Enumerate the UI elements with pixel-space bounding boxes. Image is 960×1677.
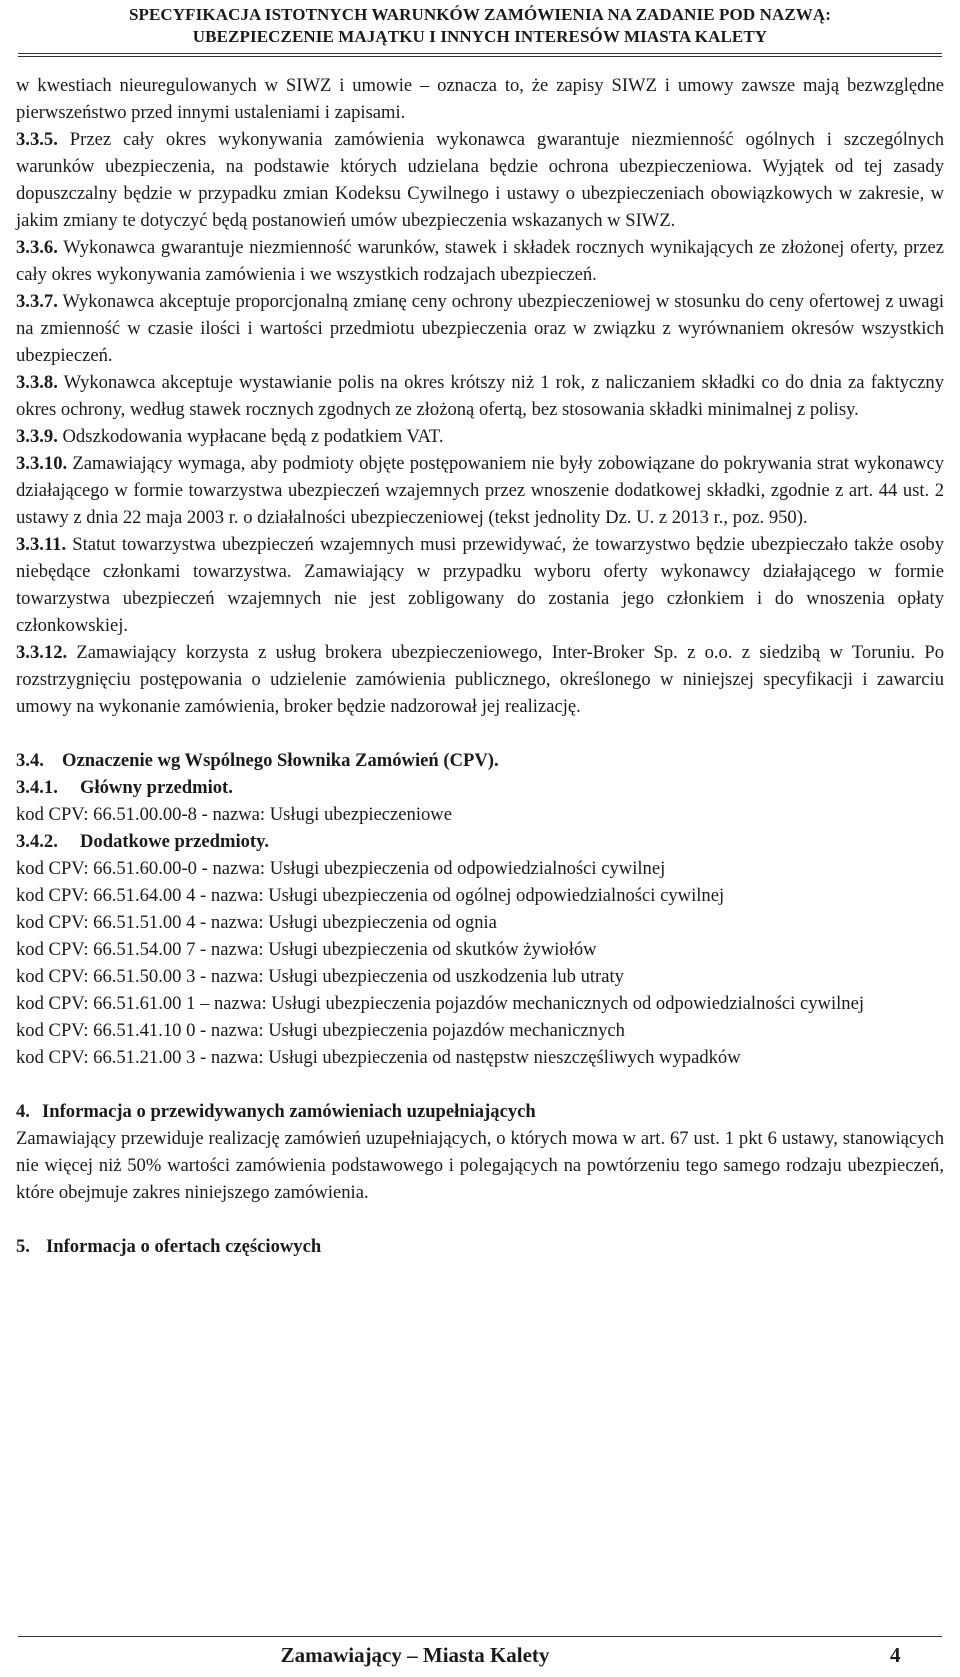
section-title: Główny przedmiot. [80,777,233,798]
clause-3-3-6 [16,234,944,288]
section-3-4-2-heading [16,828,944,855]
cpv-code-item: kod CPV: 66.51.54.00 7 - nazwa: Usługi ubezpieczenia od skutków żywiołów [16,939,597,960]
clause-text: Zamawiający wymaga, aby podmioty objęte postępowaniem nie były zobowiązane do pokrywania strat wykonawcy działającego w formie towarzystwa ubezpieczeń wzajemnych przez wnoszenie dodatkowej składki, zgodnie z art. 44 ust. 2 ustawy z dnia 22 maja 2003 r. o działalności ubezpieczeniowej (tekst jednolity Dz. U. z 2013 r., poz. 950). [16,453,944,528]
cpv-code-item: kod CPV: 66.51.60.00-0 - nazwa: Usługi ubezpieczenia od odpowiedzialności cywilnej [16,858,666,879]
section-title: Oznaczenie wg Wspólnego Słownika Zamówień (CPV). [62,750,499,771]
clause-3-3-12 [16,639,944,720]
spacer [16,1206,944,1233]
clause-text: Przez cały okres wykonywania zamówienia wykonawca gwarantuje niezmienność ogólnych i szczególnych warunków ubezpieczenia, na podstawie których udzielana będzie ochrona ubezpieczeniowa. Wyjątek od tej zasady dopuszczalny będzie w przypadku zmian Kodeksu Cywilnego i ustawy o ubezpieczeniach obowiązkowych w zakresie, w jakim zmiany te dotyczyć będą postanowień umów ubezpieczenia wskazanych w SIWZ. [16,129,944,231]
clause-number: 3.3.5. [16,129,58,150]
clause-text: Odszkodowania wypłacane będą z podatkiem VAT. [57,426,444,447]
clause-text: Zamawiający korzysta z usług brokera ubezpieczeniowego, Inter-Broker Sp. z o.o. z siedzibą w Toruniu. Po rozstrzygnięciu postępowania o udzielenie zamówienia publicznego, określonego w niniejszej specyfikacji i zawarciu umowy na wykonanie zamówienia, broker będzie nadzorował jej realizację. [16,642,944,717]
clause-text: Wykonawca gwarantuje niezmienność warunków, stawek i składek rocznych wynikających ze złożonej oferty, przez cały okres wykonywania zamówienia i we wszystkich rodzajach ubezpieczeń. [16,237,944,285]
clause-3-3-7 [16,288,944,369]
intro-paragraph: w kwestiach nieuregulowanych w SIWZ i umowie – oznacza to, że zapisy SIWZ i umowy zawsze mają bezwzględne pierwszeństwo przed innymi ustaleniami i zapisami. [16,75,944,123]
section-number: 3.4.2. [16,831,58,852]
cpv-code-item: kod CPV: 66.51.51.00 4 - nazwa: Usługi ubezpieczenia od ognia [16,912,497,933]
header-rule [18,53,942,54]
section-number: 4. [16,1101,30,1122]
cpv-code-item: kod CPV: 66.51.21.00 3 - nazwa: Usługi ubezpieczenia od następstw nieszczęśliwych wypadków [16,1047,741,1068]
cpv-code-item: kod CPV: 66.51.61.00 1 – nazwa: Usługi ubezpieczenia pojazdów mechanicznych od odpowiedzialności cywilnej [16,993,865,1014]
clause-number: 3.3.9. [16,426,58,447]
clause-text: Wykonawca akceptuje proporcjonalną zmianę ceny ochrony ubezpieczeniowej w stosunku do ceny ofertowej z uwagi na zmienność w czasie ilości i wartości przedmiotu ubezpieczenia oraz w związku z wyrównaniem okresów wszystkich ubezpieczeń. [16,291,944,366]
clause-number: 3.3.10. [16,453,68,474]
header-line-1: SPECYFIKACJA ISTOTNYCH WARUNKÓW ZAMÓWIENIA NA ZADANIE POD NAZWĄ: [128,5,832,24]
section-4-heading [16,1098,944,1125]
clause-number: 3.3.7. [16,291,58,312]
clause-3-3-8 [16,369,944,423]
cpv-main-code: kod CPV: 66.51.00.00-8 - nazwa: Usługi ubezpieczeniowe [16,804,452,825]
clause-text: Wykonawca akceptuje wystawianie polis na okres krótszy niż 1 rok, z naliczaniem składki co do dnia za faktyczny okres ochrony, według stawek rocznych zgodnych ze złożoną ofertą, bez stosowania składki minimalnej z polisy. [16,372,944,420]
clause-3-3-11 [16,531,944,639]
section-title: Dodatkowe przedmioty. [80,831,270,852]
spacer [16,720,944,747]
section-number: 3.4. [16,750,44,771]
clause-number: 3.3.6. [16,237,58,258]
footer-rule [18,1636,942,1637]
footer-text: Zamawiający – Miasta Kalety [280,1643,550,1667]
section-number: 3.4.1. [16,777,58,798]
clause-number: 3.3.12. [16,642,68,663]
section-number: 5. [16,1236,30,1257]
section-4-paragraph: Zamawiający przewiduje realizację zamówień uzupełniających, o których mowa w art. 67 ust. 1 pkt 6 ustawy, stanowiących nie więcej niż 50% wartości zamówienia podstawowego i polegających na powtórzeniu tego samego rodzaju ubezpieczeń, które obejmuje zakres niniejszego zamówienia. [16,1128,944,1203]
section-title: Informacja o ofertach częściowych [46,1236,322,1257]
section-3-4-heading [16,747,944,774]
clause-3-3-5 [16,126,944,234]
section-title: Informacja o przewidywanych zamówieniach uzupełniających [42,1101,536,1122]
header-rule-second [18,56,942,57]
page-header [0,4,960,48]
cpv-code-item: kod CPV: 66.51.50.00 3 - nazwa: Usługi ubezpieczenia od uszkodzenia lub utraty [16,966,624,987]
cpv-code-item: kod CPV: 66.51.64.00 4 - nazwa: Usługi ubezpieczenia od ogólnej odpowiedzialności cywilnej [16,885,725,906]
clause-text: Statut towarzystwa ubezpieczeń wzajemnych musi przewidywać, że towarzystwo będzie ubezpieczało także osoby niebędące członkami towarzystwa. Zamawiający w przypadku wyboru oferty wykonawcy działającego w formie towarzystwa ubezpieczeń wzajemnych nie jest zobligowany do zostania jego członkiem i do wnoszenia opłaty członkowskiej. [16,534,944,636]
header-line-2: UBEZPIECZENIE MAJĄTKU I INNYCH INTERESÓW MIASTA KALETY [192,27,768,46]
page-number: 4 [890,1643,901,1667]
page-content [16,72,944,1260]
section-3-4-1-heading [16,774,944,801]
spacer [16,1071,944,1098]
clause-number: 3.3.8. [16,372,58,393]
cpv-code-item: kod CPV: 66.51.41.10 0 - nazwa: Usługi ubezpieczenia pojazdów mechanicznych [16,1020,625,1041]
clause-number: 3.3.11. [16,534,67,555]
page-footer [0,1641,960,1669]
clause-3-3-9 [16,423,944,450]
section-5-heading [16,1233,944,1260]
clause-3-3-10 [16,450,944,531]
